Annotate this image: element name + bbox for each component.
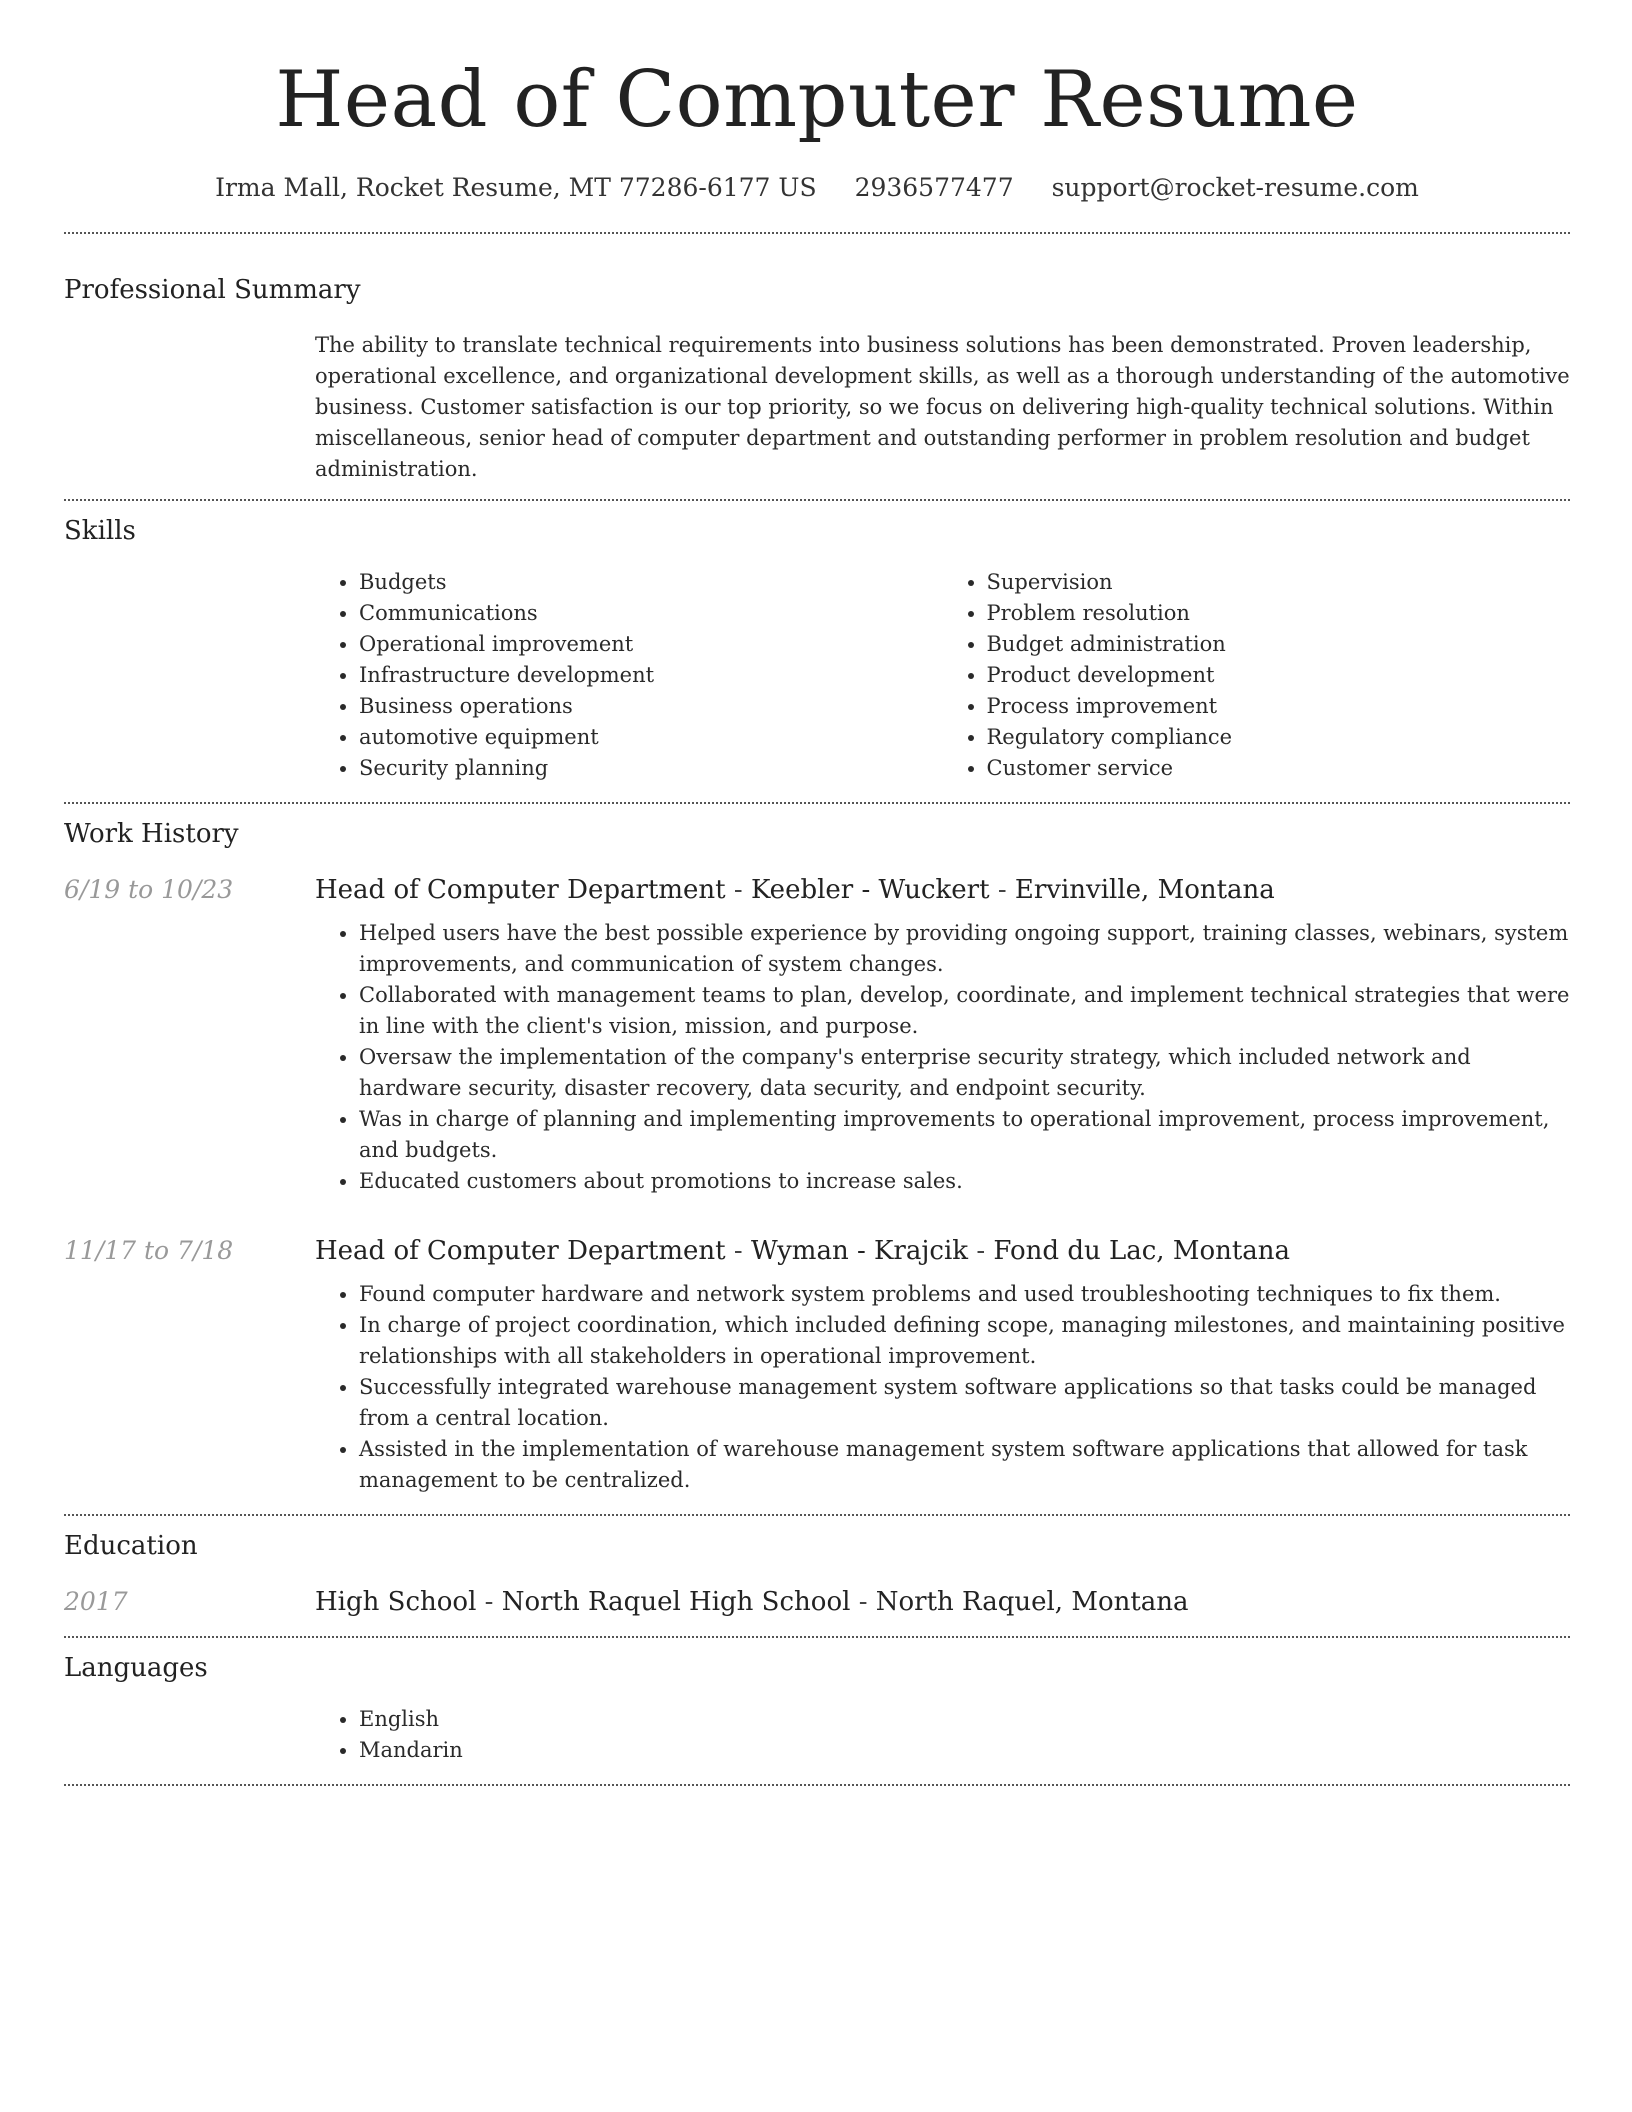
work-heading: Work History — [64, 819, 239, 849]
education-location: North Raquel, Montana — [875, 1587, 1189, 1617]
job-date: 11/17 to 7/18 — [64, 1236, 234, 1265]
skill-item: • Process improvement — [987, 691, 1571, 722]
job-title-line: Head of Computer Department - Keebler - Wuckert - Ervinville, Montana — [315, 875, 1275, 905]
job-bullet: • Assisted in the implementation of warehouse management system software applications that allowed for task management to be centralized. — [359, 1434, 1570, 1496]
skill-item: • Communications — [359, 598, 943, 629]
skill-item: • Supervision — [987, 567, 1571, 598]
languages-section — [64, 1638, 1570, 1766]
skill-item: • Problem resolution — [987, 598, 1571, 629]
skill-item: • Regulatory compliance — [987, 722, 1571, 753]
job-bullets — [315, 918, 1570, 1197]
contact-email: support@rocket-resume.com — [1051, 173, 1419, 202]
resume-title: Head of Computer Resume — [275, 55, 1359, 145]
divider — [64, 1784, 1570, 1786]
skill-item: • Customer service — [987, 753, 1571, 784]
contact-line — [64, 170, 1570, 206]
job-entry — [64, 1233, 1570, 1496]
skills-list-left — [315, 567, 943, 784]
skill-item: • Security planning — [359, 753, 943, 784]
job-bullet: • Was in charge of planning and implementing improvements to operational improvement, process improvement, and budgets. — [359, 1104, 1570, 1166]
job-bullet: • Oversaw the implementation of the company's enterprise security strategy, which included network and hardware security, disaster recovery, data security, and endpoint security. — [359, 1042, 1570, 1104]
languages-heading: Languages — [64, 1653, 208, 1683]
language-item: • Mandarin — [359, 1735, 1570, 1766]
education-degree: High School — [315, 1587, 477, 1617]
job-bullet: • Collaborated with management teams to plan, develop, coordinate, and implement technical strategies that were in line with the client's vision, mission, and purpose. — [359, 980, 1570, 1042]
languages-list — [315, 1704, 1570, 1766]
job-bullet: • Helped users have the best possible experience by providing ongoing support, training classes, webinars, system improvements, and communication of system changes. — [359, 918, 1570, 980]
education-entry — [64, 1584, 1570, 1620]
skills-columns — [315, 567, 1570, 784]
skill-item: • Budgets — [359, 567, 943, 598]
education-school: North Raquel High School — [501, 1587, 851, 1617]
job-title: Head of Computer Department — [315, 1236, 726, 1266]
skill-item: • Budget administration — [987, 629, 1571, 660]
job-location: Ervinville, Montana — [1014, 875, 1275, 905]
work-section — [64, 804, 1570, 1496]
summary-section — [64, 234, 1570, 485]
education-heading: Education — [64, 1531, 198, 1561]
job-title-line: Head of Computer Department - Wyman - Krajcik - Fond du Lac, Montana — [315, 1236, 1291, 1266]
language-item: • English — [359, 1704, 1570, 1735]
contact-address: Irma Mall, Rocket Resume, MT 77286-6177 US — [215, 173, 817, 202]
job-bullet: • Successfully integrated warehouse management system software applications so that tasks could be managed from a central location. — [359, 1372, 1570, 1434]
skills-heading: Skills — [64, 516, 136, 546]
skill-item: • Infrastructure development — [359, 660, 943, 691]
job-date: 6/19 to 10/23 — [64, 875, 234, 904]
resume-page — [64, 0, 1570, 1786]
contact-phone: 2936577477 — [854, 173, 1014, 202]
skill-item: • automotive equipment — [359, 722, 943, 753]
job-company: Keebler - Wuckert — [750, 875, 990, 905]
job-company: Wyman - Krajcik — [750, 1236, 969, 1266]
education-title-line: High School - North Raquel High School - North Raquel, Montana — [315, 1587, 1189, 1617]
job-bullet: • Found computer hardware and network system problems and used troubleshooting techniques to fix them. — [359, 1279, 1570, 1310]
skill-item: • Operational improvement — [359, 629, 943, 660]
job-entry — [64, 872, 1570, 1197]
job-bullet: • In charge of project coordination, which included defining scope, managing milestones, and maintaining positive relationships with all stakeholders in operational improvement. — [359, 1310, 1570, 1372]
skills-section — [64, 501, 1570, 784]
job-location: Fond du Lac, Montana — [993, 1236, 1291, 1266]
job-bullets — [315, 1279, 1570, 1496]
skill-item: • Business operations — [359, 691, 943, 722]
job-bullet: • Educated customers about promotions to increase sales. — [359, 1166, 1570, 1197]
summary-heading: Professional Summary — [64, 275, 361, 305]
skill-item: • Product development — [987, 660, 1571, 691]
job-title: Head of Computer Department — [315, 875, 726, 905]
education-date: 2017 — [64, 1587, 128, 1616]
skills-list-right — [943, 567, 1571, 784]
education-section — [64, 1516, 1570, 1620]
summary-text: The ability to translate technical requirements into business solutions has been demonstrated. Proven leadership, operational excellence, and organizational development skills, as well as a thorough understanding of the automotive business. Customer satisfaction is our top priority, so we focus on delivering high-quality technical solutions. Within miscellaneous, senior head of computer department and outstanding performer in problem resolution and budget administration. — [315, 333, 1570, 481]
